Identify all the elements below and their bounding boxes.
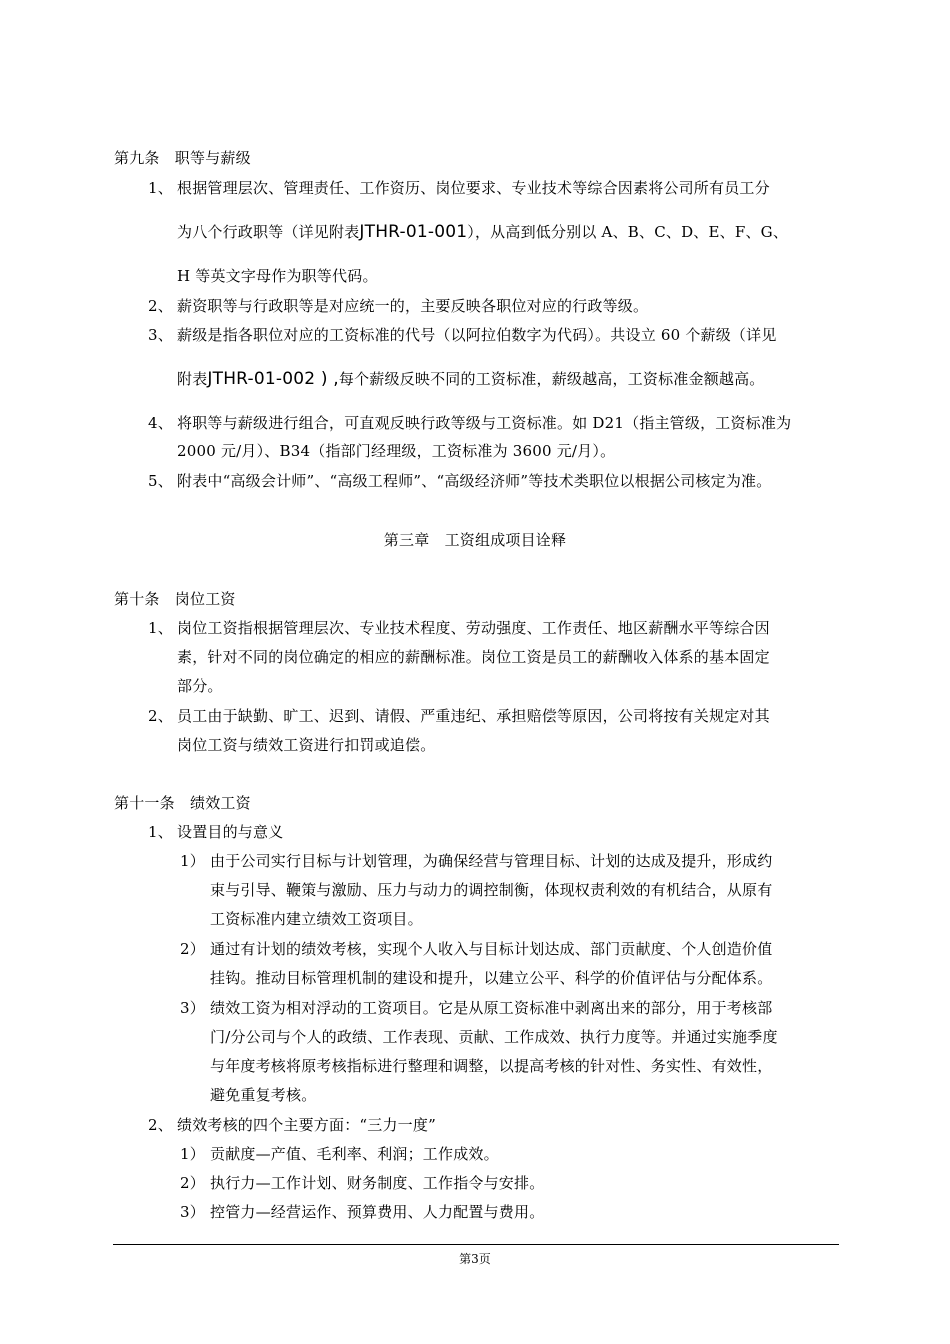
paragraph-line: 门/分公司与个人的政绩、工作表现、贡献、工作成效、执行力度等。并通过实施季度 <box>210 1028 778 1046</box>
paragraph-line: 部分。 <box>177 677 223 695</box>
paragraph-line: 控管力—经营运作、预算费用、人力配置与费用。 <box>210 1203 545 1221</box>
paragraph-line: 2000 元/月）、B34（指部门经理级，工资标准为 3600 元/月）。 <box>177 442 616 460</box>
list-number: 2、 <box>148 707 173 725</box>
paragraph-line: 岗位工资指根据管理层次、专业技术程度、劳动强度、工作责任、地区薪酬水平等综合因 <box>177 619 770 637</box>
paragraph-line: 根据管理层次、管理责任、工作资历、岗位要求、专业技术等综合因素将公司所有员工分 <box>177 179 770 197</box>
paragraph-line: 附表中“高级会计师”、“高级工程师”、“高级经济师”等技术类职位以根据公司核定为准。 <box>177 472 772 490</box>
sub-list-number: 2） <box>180 1174 205 1192</box>
paragraph-line: 避免重复考核。 <box>210 1086 317 1104</box>
paragraph-line: 为八个行政职等（详见附表JTHR-01-001），从高到低分别以 A、B、C、D、E、F、G、 <box>177 222 789 242</box>
paragraph-line: 贡献度—产值、毛利率、利润；工作成效。 <box>210 1145 499 1163</box>
section-title: 设置目的与意义 <box>177 823 284 841</box>
list-number: 1、 <box>148 823 173 841</box>
section-title: 绩效考核的四个主要方面：“三力一度” <box>177 1116 436 1134</box>
article-10-heading: 第十条 岗位工资 <box>114 590 236 608</box>
list-number: 4、 <box>148 414 173 432</box>
paragraph-line: 由于公司实行目标与计划管理，为确保经营与管理目标、计划的达成及提升，形成约 <box>210 852 773 870</box>
paragraph-line: H 等英文字母作为职等代码。 <box>177 267 378 285</box>
article-11-heading: 第十一条 绩效工资 <box>114 794 251 812</box>
list-number: 2、 <box>148 297 173 315</box>
paragraph-line: 员工由于缺勤、旷工、迟到、请假、严重违纪、承担赔偿等原因，公司将按有关规定对其 <box>177 707 770 725</box>
paragraph-line: 通过有计划的绩效考核，实现个人收入与目标计划达成、部门贡献度、个人创造价值 <box>210 940 773 958</box>
list-number: 5、 <box>148 472 173 490</box>
article-9-heading: 第九条 职等与薪级 <box>114 149 251 167</box>
sub-list-number: 2） <box>180 940 205 958</box>
paragraph-line: 执行力—工作计划、财务制度、工作指令与安排。 <box>210 1174 545 1192</box>
paragraph-line: 岗位工资与绩效工资进行扣罚或追偿。 <box>177 736 436 754</box>
paragraph-line: 将职等与薪级进行组合，可直观反映行政等级与工资标准。如 D21（指主管级，工资标准为 <box>177 414 792 432</box>
form-code: JTHR-01-001 <box>359 222 468 242</box>
list-number: 1、 <box>148 179 173 197</box>
paragraph-line: 素，针对不同的岗位确定的相应的薪酬标准。岗位工资是员工的薪酬收入体系的基本固定 <box>177 648 770 666</box>
paragraph-line: 束与引导、鞭策与激励、压力与动力的调控制衡，体现权责利效的有机结合，从原有 <box>210 881 773 899</box>
paragraph-line: 薪级是指各职位对应的工资标准的代号（以阿拉伯数字为代码）。共设立 60 个薪级（详见 <box>177 326 777 344</box>
sub-list-number: 1） <box>180 852 205 870</box>
paragraph-line: 薪资职等与行政职等是对应统一的，主要反映各职位对应的行政等级。 <box>177 297 649 315</box>
list-number: 1、 <box>148 619 173 637</box>
chapter-title: 第三章 工资组成项目诠释 <box>383 531 567 549</box>
paragraph-line: 挂钩。推动目标管理机制的建设和提升，以建立公平、科学的价值评估与分配体系。 <box>210 969 773 987</box>
form-code: JTHR-01-002 ) , <box>207 369 339 389</box>
paragraph-line: 工资标准内建立绩效工资项目。 <box>210 910 423 928</box>
sub-list-number: 1） <box>180 1145 205 1163</box>
list-number: 2、 <box>148 1116 173 1134</box>
footer-divider <box>113 1244 839 1245</box>
paragraph-line: 与年度考核将原考核指标进行整理和调整，以提高考核的针对性、务实性、有效性， <box>210 1057 773 1075</box>
sub-list-number: 3） <box>180 1203 205 1221</box>
page-number: 第3页 <box>459 1252 491 1266</box>
paragraph-line: 绩效工资为相对浮动的工资项目。它是从原工资标准中剥离出来的部分，用于考核部 <box>210 999 773 1017</box>
sub-list-number: 3） <box>180 999 205 1017</box>
list-number: 3、 <box>148 326 173 344</box>
paragraph-line: 附表JTHR-01-002 ) ,每个薪级反映不同的工资标准，薪级越高，工资标准金额越高。 <box>177 369 765 389</box>
